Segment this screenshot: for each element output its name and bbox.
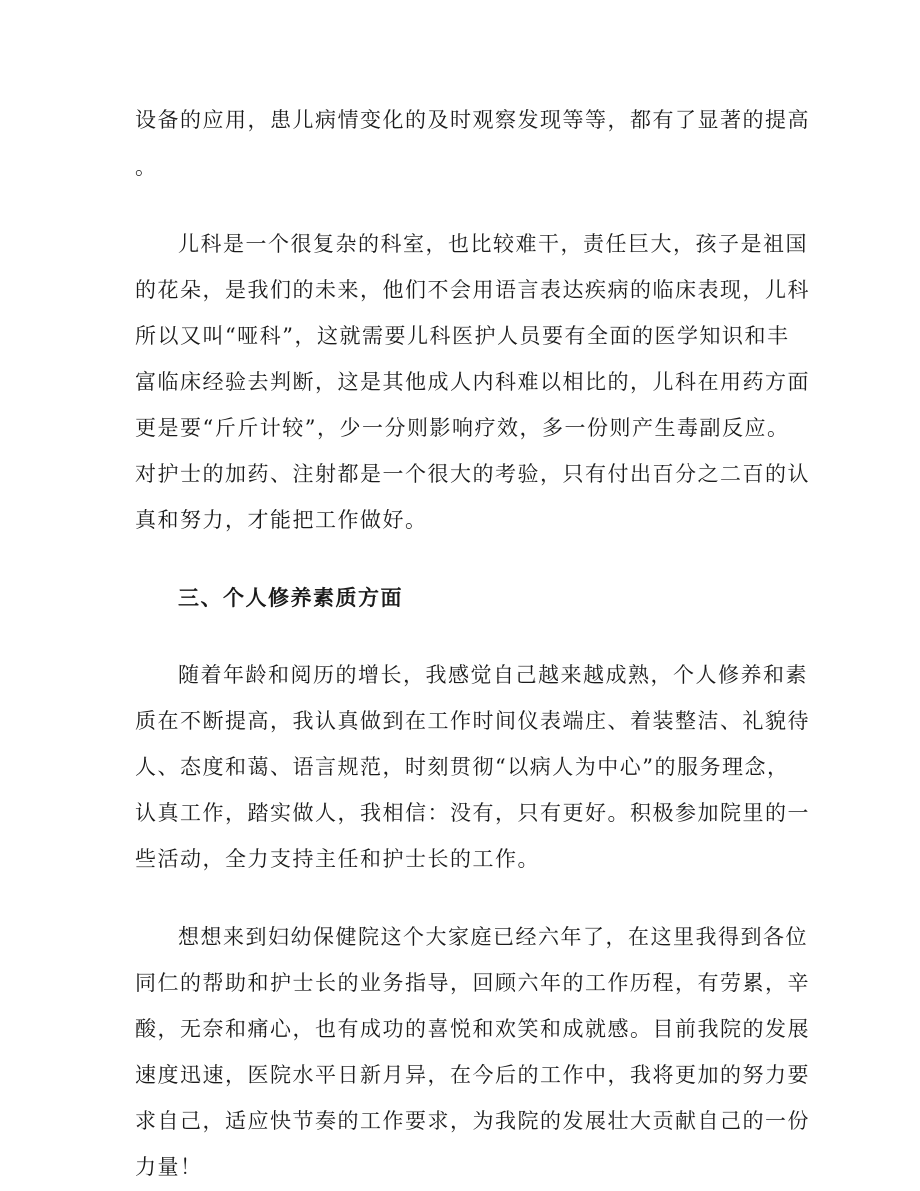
paragraph-line: 的花朵，是我们的未来，他们不会用语言表达疾病的临床表现，儿科	[135, 278, 810, 302]
paragraph-line: 力量！	[135, 1155, 203, 1179]
paragraph-line: 设备的应用，患儿病情变化的及时观察发现等等，都有了显著的提高	[135, 108, 810, 132]
paragraph-line: 认真工作，踏实做人，我相信：没有，只有更好。积极参加院里的一	[135, 801, 810, 825]
paragraph-line: 些活动，全力支持主任和护士长的工作。	[135, 847, 540, 871]
paragraph-line: 人、态度和蔼、语言规范，时刻贯彻“以病人为中心”的服务理念，	[135, 755, 790, 779]
paragraph-line: 。	[135, 155, 158, 179]
paragraph-line: 对护士的加药、注射都是一个很大的考验，只有付出百分之二百的认	[135, 462, 810, 486]
section-heading: 三、个人修养素质方面	[178, 585, 403, 610]
paragraph-line: 真和努力，才能把工作做好。	[135, 508, 428, 532]
paragraph-line: 所以又叫“哑科”，这就需要儿科医护人员要有全面的医学知识和丰	[135, 324, 790, 348]
paragraph-line: 质在不断提高，我认真做到在工作时间仪表端庄、着装整洁、礼貌待	[135, 709, 810, 733]
paragraph-line: 富临床经验去判断，这是其他成人内科难以相比的，儿科在用药方面	[135, 370, 810, 394]
paragraph-line: 酸，无奈和痛心，也有成功的喜悦和欢笑和成就感。目前我院的发展	[135, 1017, 810, 1041]
paragraph-line: 速度迅速，医院水平日新月异，在今后的工作中，我将更加的努力要	[135, 1063, 810, 1087]
paragraph-line: 随着年龄和阅历的增长，我感觉自己越来越成熟，个人修养和素	[178, 663, 808, 687]
paragraph-line: 想想来到妇幼保健院这个大家庭已经六年了，在这里我得到各位	[178, 925, 808, 949]
paragraph-line: 同仁的帮助和护士长的业务指导，回顾六年的工作历程，有劳累，辛	[135, 971, 810, 995]
paragraph-line: 儿科是一个很复杂的科室，也比较难干，责任巨大，孩子是祖国	[178, 232, 808, 256]
paragraph-line: 求自己，适应快节奏的工作要求，为我院的发展壮大贡献自己的一份	[135, 1109, 810, 1133]
paragraph-line: 更是要“斤斤计较”，少一分则影响疗效，多一份则产生毒副反应。	[135, 416, 790, 440]
